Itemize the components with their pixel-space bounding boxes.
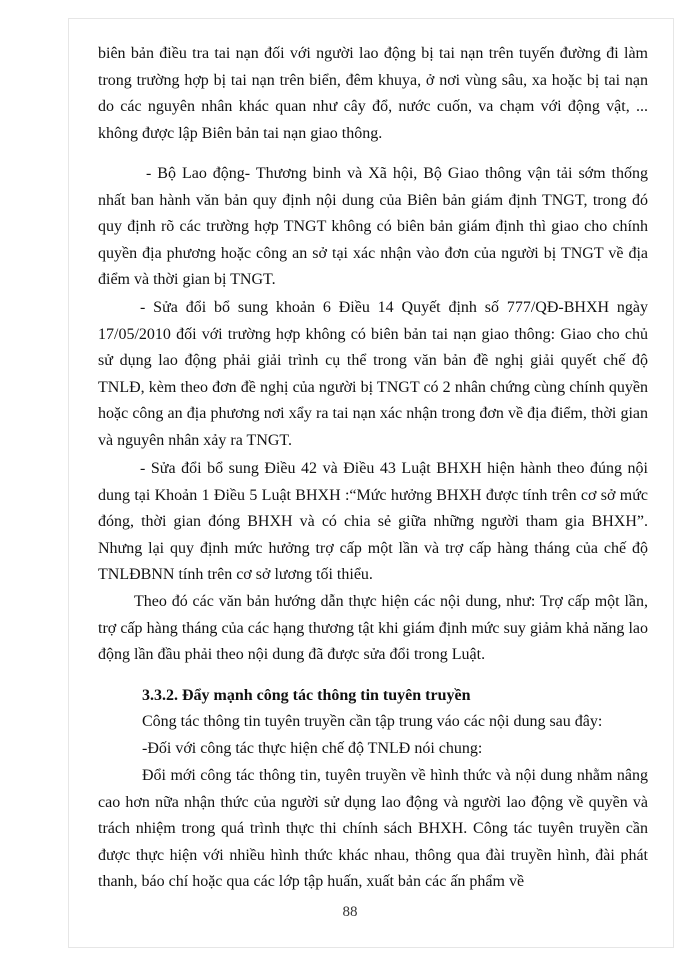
paragraph-ministry-regulation: - Bộ Lao động- Thương binh và Xã hội, Bộ Giao thông vận tải sớm thống nhất ban hành văn bản quy định nội dung của Biên bản giám định TNGT, trong đó quy định rõ các trường hợp TNGT không có biên bản giám định thì giao cho chính quyền địa phương hoặc công an sở tại xác nhận vào đơn của người bị TNGT về địa điểm và thời gian bị TNGT. bbox=[98, 165, 648, 289]
page-number: 88 bbox=[342, 904, 358, 920]
section-heading-3-3-2: 3.3.2. Đẩy mạnh công tác thông tin tuyên truyền bbox=[142, 687, 471, 704]
paragraph-guidance-documents: Theo đó các văn bản hướng dẫn thực hiện các nội dung, như: Trợ cấp một lần, trợ cấp hàng tháng của các hạng thương tật khi giám định mức suy giảm khả năng lao động lần đầu phải theo nội dung đã được sửa đổi trong Luật. bbox=[98, 593, 648, 664]
paragraph-amend-articles-42-43: - Sửa đổi bổ sung Điều 42 và Điều 43 Luật BHXH hiện hành theo đúng nội dung tại Khoản 1 Điều 5 Luật BHXH :“Mức hưởng BHXH được tính trên cơ sở mức đóng, thời gian đóng BHXH và có chia sẻ giữa những người tham gia BHXH”. Nhưng lại quy định mức hưởng trợ cấp một lần và trợ cấp hàng tháng của chế độ TNLĐBNN tính trên cơ sở lương tối thiểu. bbox=[98, 460, 648, 584]
paragraph-communication-focus: Công tác thông tin tuyên truyền cần tập trung váo các nội dung sau đây: bbox=[142, 713, 603, 730]
paragraph-continuation: biên bản điều tra tai nạn đối với người lao động bị tai nạn trên tuyến đường đi làm trong trường hợp bị tai nạn trên biển, đêm khuya, ở nơi vùng sâu, xa hoặc bị tai nạn do các nguyên nhân khác quan như cây đổ, nước cuốn, va chạm với động vật, ... không được lập Biên bản tai nạn giao thông. bbox=[98, 45, 648, 142]
paragraph-tnld-regime: -Đối với công tác thực hiện chế độ TNLĐ nói chung: bbox=[142, 740, 483, 757]
paragraph-innovate-communication: Đổi mới công tác thông tin, tuyên truyền về hình thức và nội dung nhằm nâng cao hơn nữa nhận thức của người sử dụng lao động và người lao động về quyền và trách nhiệm trong quá trình thực thi chính sách BHXH. Công tác tuyên truyền cần được thực hiện với nhiều hình thức khác nhau, thông qua đài truyền hình, đài phát thanh, báo chí hoặc qua các lớp tập huấn, xuất bản các ấn phẩm về bbox=[98, 767, 648, 891]
paragraph-amend-decision-777: - Sửa đổi bổ sung khoản 6 Điều 14 Quyết định số 777/QĐ-BHXH ngày 17/05/2010 đối với trường hợp không có biên bản tai nạn giao thông: Giao cho chủ sử dụng lao động phải giải trình cụ thể trong văn bản đề nghị giải quyết chế độ TNLĐ, kèm theo đơn đề nghị của người bị TNGT có 2 nhân chứng cùng chính quyền hoặc công an địa phương nơi xẩy ra tai nạn xác nhận trong đơn về địa điểm, thời gian và nguyên nhân xảy ra TNGT. bbox=[98, 299, 648, 449]
